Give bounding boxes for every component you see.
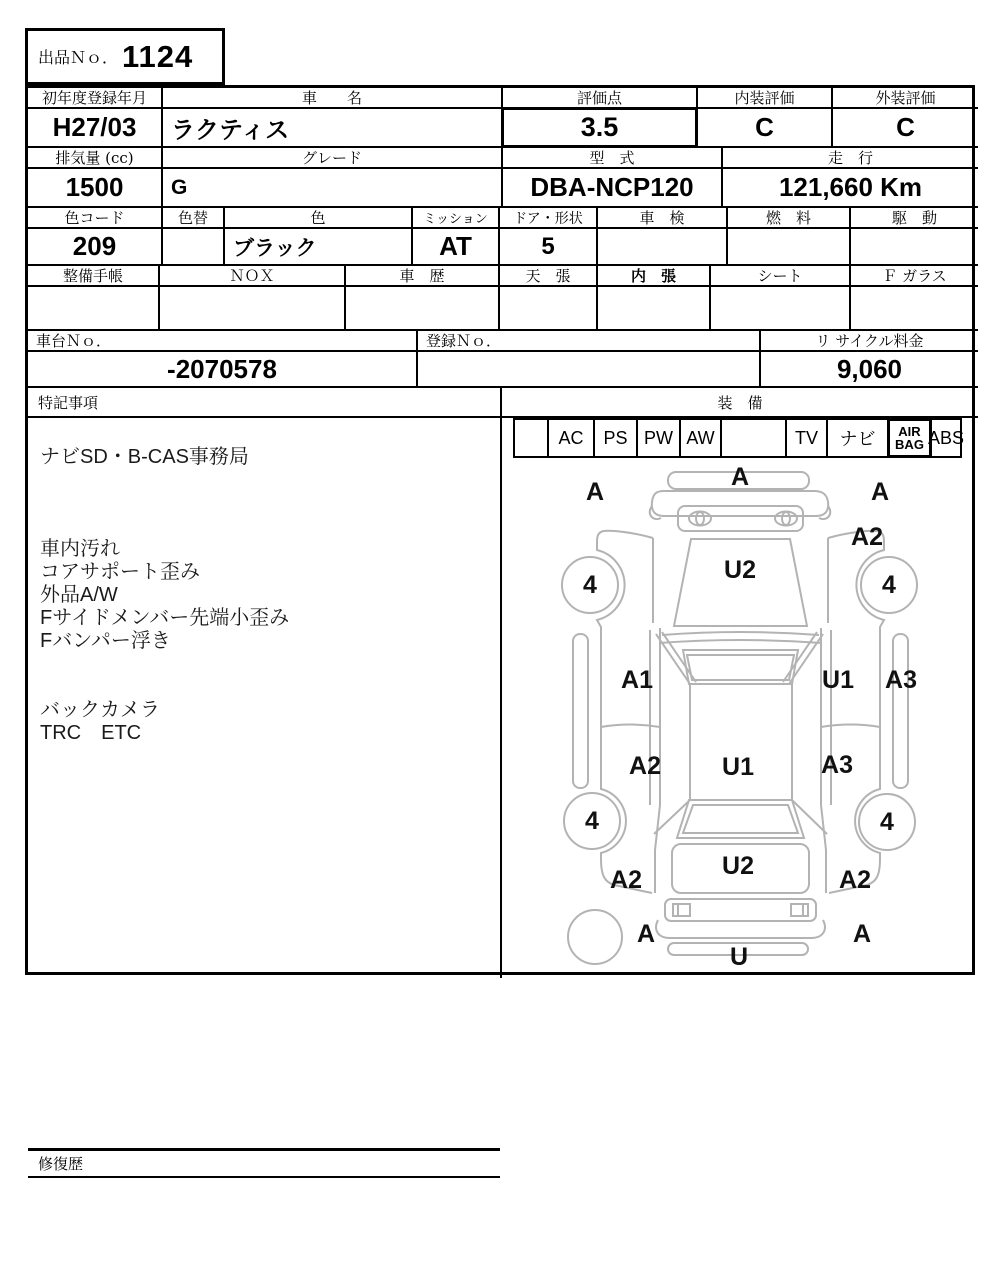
chassis-no-label: 車台Ｎｏ．: [28, 331, 416, 352]
nox-label: ＮＯＸ: [160, 266, 344, 287]
grade-value: G: [171, 175, 188, 199]
seat-label: シート: [711, 266, 849, 287]
interior-grade-label: 内装評価: [698, 88, 831, 109]
chassis-no-value: -2070578: [167, 353, 277, 384]
drive-value: [851, 229, 978, 264]
grade-label: グレード: [163, 148, 501, 169]
equipment-item-empty: [513, 418, 549, 458]
transmission-value: AT: [439, 231, 472, 261]
remark-line: バックカメラ: [40, 699, 160, 721]
remark-line: [40, 676, 500, 699]
remarks-body: [28, 418, 500, 848]
cell-inspection: [598, 208, 728, 266]
damage-mark-a3: A3: [885, 666, 917, 694]
cell-score: [503, 88, 698, 148]
cell-color-change: [163, 208, 225, 266]
remarks-panel: [28, 388, 500, 1173]
mileage-label: 走 行: [723, 148, 978, 169]
damage-mark-a1: A1: [621, 666, 653, 694]
equipment-panel: [500, 388, 978, 978]
exterior-grade-value: C: [896, 112, 915, 142]
repair-history-header: 修復歴: [28, 1148, 500, 1178]
cell-car-name: [163, 88, 503, 148]
displacement-value: 1500: [65, 172, 124, 202]
equipment-item-air-bag: AIR BAG: [887, 418, 932, 458]
cell-headliner: [500, 266, 598, 331]
damage-mark-4: 4: [583, 571, 597, 599]
damage-mark-u1: U1: [722, 753, 754, 781]
car-name-value: ラクティス: [171, 117, 290, 144]
registration-no-label: 登録Ｎｏ．: [418, 331, 759, 352]
damage-mark-a2: A2: [839, 866, 871, 894]
cell-drive: [851, 208, 978, 266]
cell-chassis-no: [28, 331, 418, 388]
remark-line: TRC ETC: [40, 722, 142, 744]
history-value: [346, 287, 498, 329]
front-glass-value: [851, 287, 978, 329]
equipment-item-abs: ABS: [930, 418, 962, 458]
color-change-label: 色替: [163, 208, 223, 229]
cell-displacement: [28, 148, 163, 208]
cell-interior-grade: [698, 88, 833, 148]
first-registration-value: H27/03: [52, 112, 137, 142]
cell-nox: [160, 266, 346, 331]
color-code-label: 色コード: [28, 208, 161, 229]
remark-line: [40, 469, 500, 492]
front-glass-label: Ｆ ガラス: [851, 266, 978, 287]
equipment-item-ナビ: ナビ: [826, 418, 889, 458]
color-label: 色: [225, 208, 411, 229]
interior-trim-value: [598, 287, 709, 329]
remark-line: Fバンパー浮き: [40, 630, 171, 652]
remark-line: 外品A/W: [40, 584, 118, 606]
color-code-value: 209: [72, 231, 117, 261]
cell-service-book: [28, 266, 160, 331]
damage-mark-a2: A2: [610, 866, 642, 894]
remark-line: [40, 653, 500, 676]
cell-grade: [163, 148, 503, 208]
headliner-value: [500, 287, 596, 329]
cell-seat: [711, 266, 851, 331]
damage-mark-a2: A2: [629, 752, 661, 780]
cell-fuel: [728, 208, 851, 266]
equipment-item-empty: [720, 418, 787, 458]
equipment-header: 装 備: [502, 388, 978, 418]
cell-recycle-fee: [761, 331, 978, 388]
damage-marks-layer: [502, 460, 980, 978]
inspection-label: 車 検: [598, 208, 726, 229]
damage-mark-a: A: [870, 478, 890, 506]
remark-line: 車内汚れ: [40, 538, 120, 560]
inspection-value: [598, 229, 726, 264]
remark-line: ナビSD・B-CAS事務局: [40, 446, 249, 468]
headliner-label: 天 張: [500, 266, 596, 287]
exterior-grade-label: 外装評価: [833, 88, 978, 109]
transmission-label: ミッション: [413, 208, 498, 229]
cell-color: [225, 208, 413, 266]
nox-value: [160, 287, 344, 329]
cell-model-code: [503, 148, 723, 208]
registration-no-value: [418, 352, 759, 386]
equipment-item-tv: TV: [785, 418, 828, 458]
lot-number-box: [25, 28, 225, 85]
cell-front-glass: [851, 266, 978, 331]
cell-first-registration: [28, 88, 163, 148]
remark-line: [40, 492, 500, 515]
fuel-label: 燃 料: [728, 208, 849, 229]
damage-mark-u1: U1: [822, 666, 854, 694]
mileage-value: 121,660 Km: [778, 172, 923, 202]
lot-number-label: 出品Ｎｏ．: [38, 48, 119, 67]
repair-history-body: [28, 1178, 500, 1278]
cell-doors: [500, 208, 598, 266]
equipment-item-ac: AC: [547, 418, 595, 458]
car-name-label: 車 名: [163, 88, 501, 109]
score-value: 3.5: [501, 107, 698, 148]
remarks-header: 特記事項: [28, 388, 500, 418]
damage-mark-a: A: [730, 463, 750, 491]
cell-mileage: [723, 148, 978, 208]
history-label: 車 歴: [346, 266, 498, 287]
damage-mark-a3: A3: [821, 751, 853, 779]
damage-mark-4: 4: [585, 807, 599, 835]
drive-label: 駆 動: [851, 208, 978, 229]
damage-mark-u: U: [729, 943, 749, 971]
remark-line: [40, 515, 500, 538]
interior-trim-label: 内 張: [598, 266, 709, 287]
remark-line: Fサイドメンバー先端小歪み: [40, 607, 290, 629]
damage-mark-a: A: [585, 478, 605, 506]
doors-value: 5: [541, 232, 555, 260]
cell-transmission: [413, 208, 500, 266]
damage-mark-4: 4: [882, 571, 896, 599]
damage-mark-a: A: [852, 920, 872, 948]
service-book-value: [28, 287, 158, 329]
fuel-value: [728, 229, 849, 264]
model-code-label: 型 式: [503, 148, 721, 169]
damage-mark-4: 4: [880, 808, 894, 836]
equipment-item-pw: PW: [636, 418, 681, 458]
cell-exterior-grade: [833, 88, 978, 148]
damage-mark-u2: U2: [722, 852, 754, 880]
cell-color-code: [28, 208, 163, 266]
lot-number-value: 1124: [122, 38, 194, 74]
displacement-label: 排気量 (cc): [28, 148, 161, 169]
model-code-value: DBA-NCP120: [530, 172, 694, 202]
cell-history: [346, 266, 500, 331]
score-label: 評価点: [503, 88, 696, 109]
remark-line: コアサポート歪み: [40, 561, 200, 583]
damage-mark-a: A: [636, 920, 656, 948]
recycle-fee-label: リ サイクル料金: [761, 331, 978, 352]
damage-mark-a2: A2: [851, 523, 883, 551]
color-value: ブラック: [233, 236, 317, 260]
recycle-fee-value: 9,060: [836, 353, 903, 384]
service-book-label: 整備手帳: [28, 266, 158, 287]
color-change-value: [163, 229, 223, 264]
equipment-item-ps: PS: [593, 418, 638, 458]
equipment-item-aw: AW: [679, 418, 722, 458]
cell-interior-trim: [598, 266, 711, 331]
vehicle-info-table: [25, 85, 975, 1173]
damage-mark-u2: U2: [724, 556, 756, 584]
damage-diagram: [502, 460, 980, 978]
cell-registration-no: [418, 331, 761, 388]
interior-grade-value: C: [755, 112, 774, 142]
equipment-row: [513, 418, 965, 460]
seat-value: [711, 287, 849, 329]
first-registration-label: 初年度登録年月: [28, 88, 161, 109]
doors-label: ドア・形状: [500, 208, 596, 229]
